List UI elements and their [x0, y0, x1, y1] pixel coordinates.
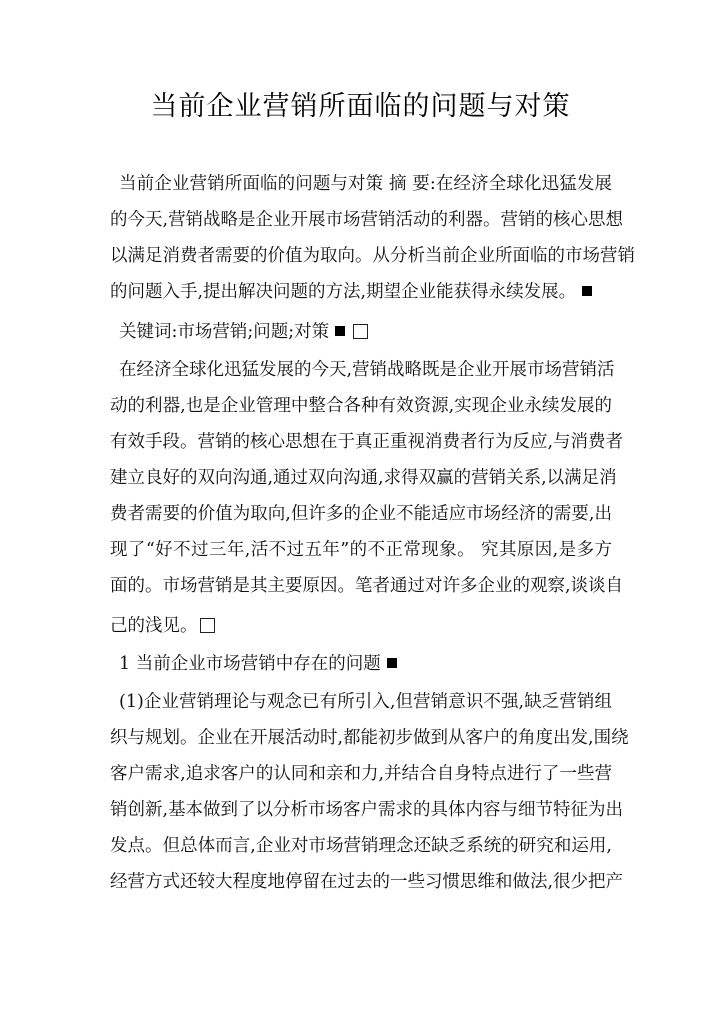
- section-heading: [119, 652, 612, 676]
- filled-square-icon: [335, 326, 345, 336]
- filled-square-icon: [387, 658, 397, 668]
- keywords-text: 关键词:市场营销;问题;对策: [119, 322, 330, 342]
- empty-square-icon: [353, 324, 368, 339]
- document-title: 当前企业营销所面临的问题与对策: [150, 91, 571, 122]
- intro-line: 动的利器,也是企业管理中整合各种有效资源,实现企业永续发展的: [110, 396, 612, 416]
- intro-line-last: [110, 614, 612, 638]
- abstract-line-text: 的问题入手,提出解决问题的方法,期望企业能获得永续发展。: [110, 282, 577, 302]
- section-heading-text: 1 当前企业市场营销中存在的问题: [119, 654, 381, 674]
- section-line: (1)企业营销理论与观念已有所引入,但营销意识不强,缺乏营销组: [119, 692, 612, 712]
- section-line: 客户需求,追求客户的认同和亲和力,并结合自身特点进行了一些营: [110, 764, 612, 784]
- section-line: 发点。但总体而言,企业对市场营销理念还缺乏系统的研究和运用,: [110, 836, 612, 856]
- filled-square-icon: [582, 286, 592, 296]
- section-line: 经营方式还较大程度地停留在过去的一些习惯思维和做法,很少把产: [110, 872, 624, 892]
- intro-line: 建立良好的双向沟通,通过双向沟通,求得双赢的营销关系,以满足消: [110, 468, 617, 488]
- abstract-line: 的今天,营销战略是企业开展市场营销活动的利器。营销的核心思想: [110, 210, 624, 230]
- abstract-line: 当前企业营销所面临的问题与对策 摘 要:在经济全球化迅猛发展: [119, 174, 612, 194]
- empty-square-icon: [200, 618, 215, 633]
- section-line: 销创新,基本做到了以分析市场客户需求的具体内容与细节特征为出: [110, 800, 624, 820]
- intro-line: 在经济全球化迅猛发展的今天,营销战略既是企业开展市场营销活: [119, 360, 615, 380]
- intro-line: 现了“好不过三年,活不过五年”的不正常现象。 究其原因,是多方: [110, 540, 612, 560]
- keywords: [119, 320, 612, 344]
- intro-line: 面的。市场营销是其主要原因。笔者通过对许多企业的观察,谈谈自: [110, 576, 624, 596]
- abstract-line-last: [110, 280, 612, 304]
- abstract-line: 以满足消费者需要的价值为取向。从分析当前企业所面临的市场营销: [110, 246, 635, 266]
- section-line: 织与规划。企业在开展活动时,都能初步做到从客户的角度出发,围绕: [110, 728, 629, 748]
- intro-line-text: 己的浅见。: [110, 616, 198, 636]
- intro-line: 有效手段。营销的核心思想在于真正重视消费者行为反应,与消费者: [110, 432, 624, 452]
- intro-line: 费者需要的价值为取向,但许多的企业不能适应市场经济的需要,出: [110, 504, 612, 524]
